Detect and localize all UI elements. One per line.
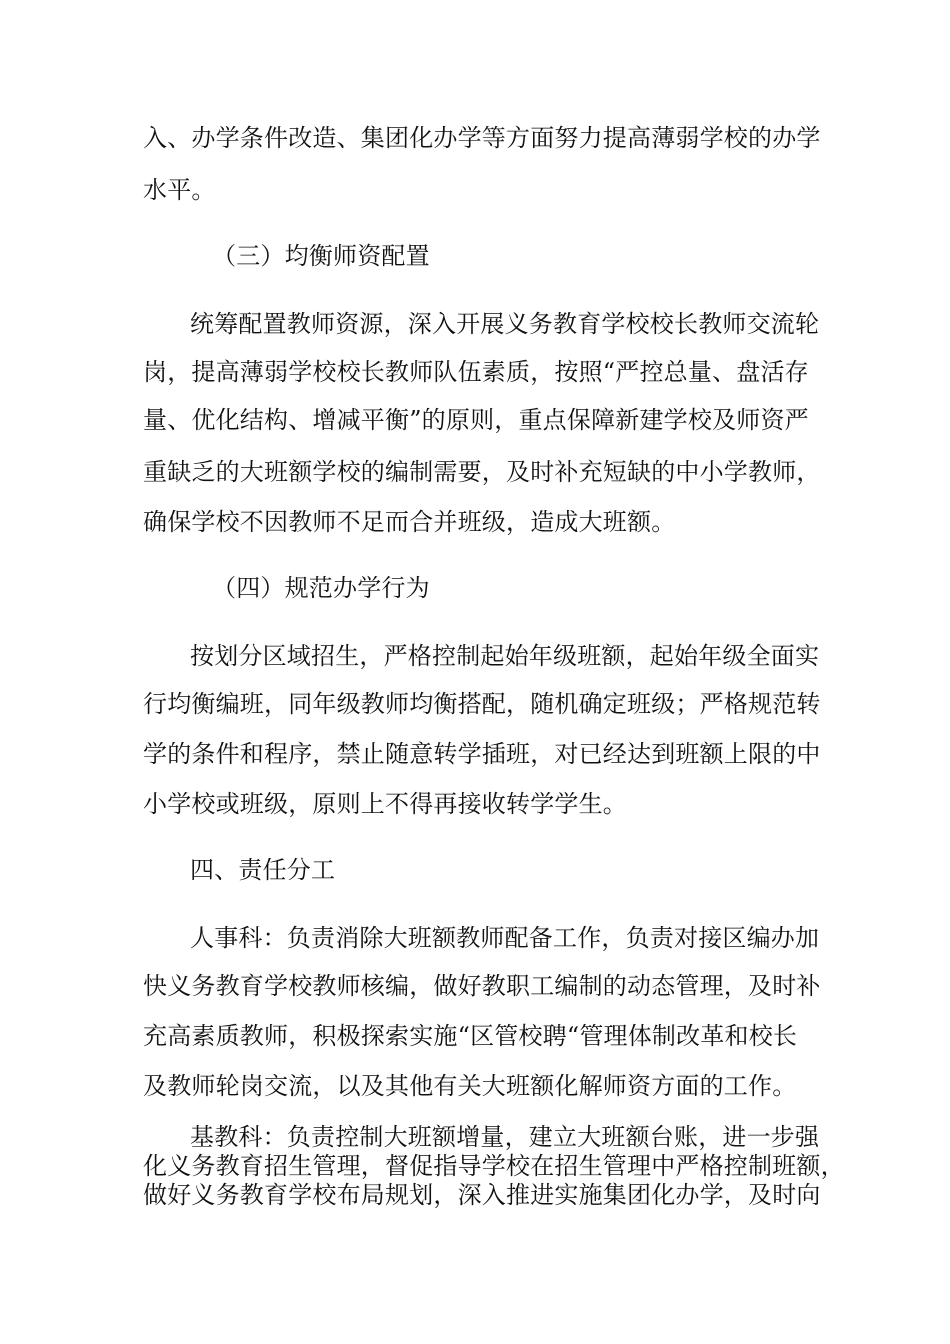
paragraph-line: 充高素质教师，积极探索实施“区管校聘“管理体制改革和校长 [143, 1022, 798, 1050]
section-heading: 四、责任分工 [190, 856, 336, 884]
paragraph-line: 确保学校不因教师不足而合并班级，造成大班额。 [143, 508, 676, 536]
section-heading: （三）均衡师资配置 [212, 242, 430, 270]
section-heading: （四）规范办学行为 [212, 574, 430, 602]
paragraph-line: 入、办学条件改造、集团化办学等方面努力提高薄弱学校的办学 [143, 124, 821, 152]
paragraph-line: 重缺乏的大班额学校的编制需要，及时补充短缺的中小学教师， [143, 458, 821, 486]
paragraph-line: 快义务教育学校教师核编，做好教职工编制的动态管理，及时补 [143, 972, 821, 1000]
paragraph-line: 行均衡编班，同年级教师均衡搭配，随机确定班级；严格规范转 [143, 690, 821, 718]
paragraph-line: 及教师轮岗交流，以及其他有关大班额化解师资方面的工作。 [143, 1072, 797, 1100]
paragraph-line: 按划分区域招生，严格控制起始年级班额，起始年级全面实 [190, 642, 820, 670]
paragraph-line: 化义务教育招生管理，督促指导学校在招生管理中严格控制班额， [143, 1152, 845, 1180]
paragraph-line: 水平。 [143, 176, 216, 204]
paragraph-line: 基教科：负责控制大班额增量，建立大班额台账，进一步强 [190, 1123, 820, 1151]
paragraph-line: 小学校或班级，原则上不得再接收转学学生。 [143, 790, 627, 818]
paragraph-line: 学的条件和程序，禁止随意转学插班，对已经达到班额上限的中 [143, 740, 821, 768]
paragraph-line: 岗，提高薄弱学校校长教师队伍素质，按照“严控总量、盘活存 [143, 358, 809, 386]
paragraph-line: 人事科：负责消除大班额教师配备工作，负责对接区编办加 [190, 924, 820, 952]
paragraph-line: 量、优化结构、增减平衡”的原则，重点保障新建学校及师资严 [143, 406, 809, 434]
paragraph-line: 做好义务教育学校布局规划，深入推进实施集团化办学，及时向 [143, 1181, 821, 1209]
paragraph-line: 统筹配置教师资源，深入开展义务教育学校校长教师交流轮 [190, 310, 820, 338]
